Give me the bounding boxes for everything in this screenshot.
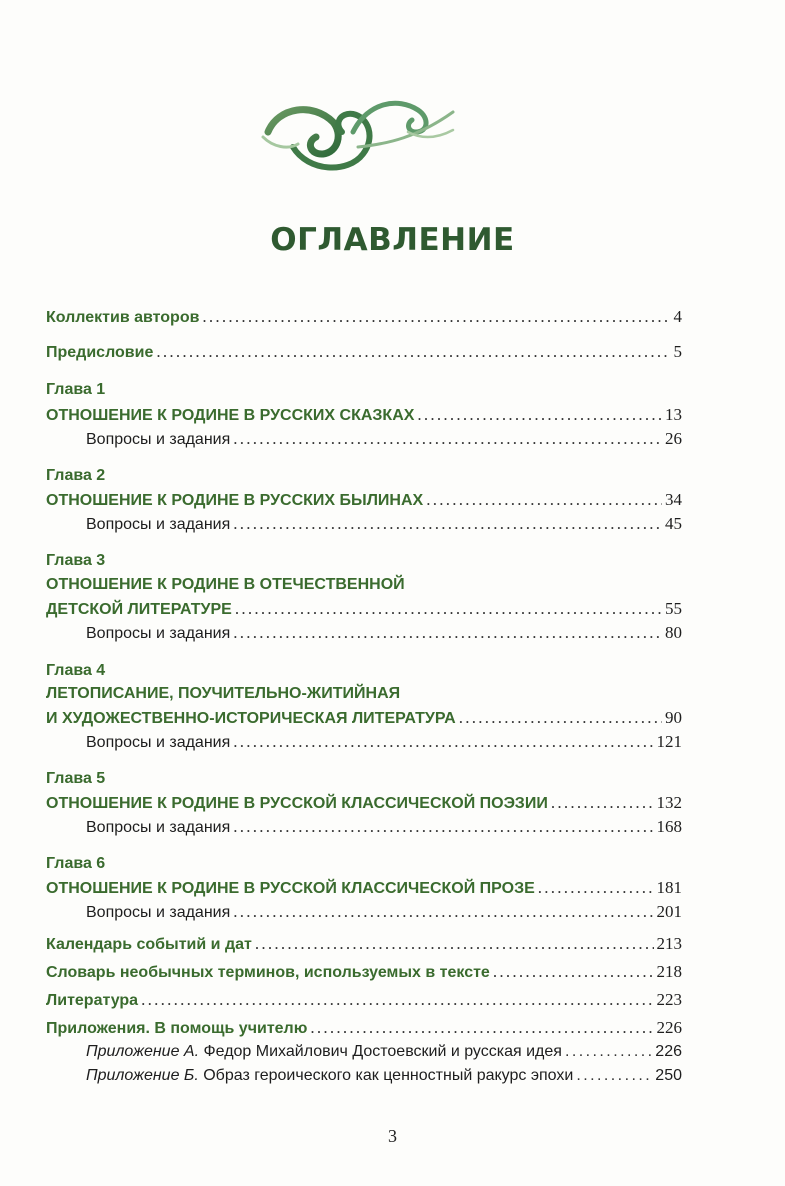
chapter-heading: Глава 3 <box>46 552 106 569</box>
subsection-entry <box>86 901 682 924</box>
chapter-title: ОТНОШЕНИЕ К РОДИНЕ В ОТЕЧЕСТВЕННОЙ <box>46 576 405 593</box>
toc-entry-page: 5 <box>673 342 682 361</box>
dot-leader <box>233 816 653 838</box>
toc-entry <box>46 989 682 1012</box>
chapter-entry <box>46 792 682 815</box>
subsection-label: Вопросы и задания <box>86 516 231 533</box>
dot-leader <box>233 428 662 450</box>
chapter-page: 55 <box>665 599 682 618</box>
dot-leader <box>233 513 662 535</box>
appendix-entry <box>86 1041 682 1063</box>
dot-leader <box>235 598 662 620</box>
subsection-label: Вопросы и задания <box>86 734 231 751</box>
toc-entry <box>46 1017 682 1040</box>
appendix-page: 250 <box>655 1067 682 1084</box>
dot-leader <box>233 622 662 644</box>
toc-entry-label: Предисловие <box>46 344 154 361</box>
subsection-page: 201 <box>656 902 682 921</box>
subsection-entry <box>86 622 682 645</box>
dot-leader <box>233 731 653 753</box>
subsection-entry <box>86 816 682 839</box>
appendix-title: Образ героического как ценностный ракурс эпохи <box>203 1067 574 1084</box>
dot-leader <box>141 989 653 1011</box>
chapter-heading: Глава 2 <box>46 467 106 484</box>
toc-entry-label: Литература <box>46 992 139 1009</box>
chapter-heading: Глава 6 <box>46 855 106 872</box>
subsection-page: 121 <box>656 732 682 751</box>
dot-leader <box>565 1041 652 1063</box>
vine-ornament-icon <box>258 92 458 182</box>
toc-entry-page: 4 <box>673 307 682 326</box>
dot-leader <box>576 1065 652 1087</box>
appendix-entry <box>86 1065 682 1087</box>
chapter-page: 181 <box>656 878 682 897</box>
toc-entry <box>46 961 682 984</box>
chapter-heading: Глава 5 <box>46 770 106 787</box>
toc-entry-page: 213 <box>656 934 682 953</box>
toc-entry-page: 223 <box>656 990 682 1009</box>
dot-leader <box>417 404 662 426</box>
toc-entry-label: Приложения. В помощь учителю <box>46 1020 308 1037</box>
subsection-page: 45 <box>665 514 682 533</box>
chapter-page: 34 <box>665 490 682 509</box>
toc-entry <box>46 933 682 956</box>
dot-leader <box>233 901 653 923</box>
toc-entry-label: Календарь событий и дат <box>46 936 252 953</box>
subsection-label: Вопросы и задания <box>86 625 231 642</box>
appendix-prefix: Приложение А. <box>86 1043 200 1060</box>
chapter-heading: Глава 4 <box>46 662 106 679</box>
chapter-title: ОТНОШЕНИЕ К РОДИНЕ В РУССКОЙ КЛАССИЧЕСКОЙ ПРОЗЕ <box>46 880 535 897</box>
chapter-page: 132 <box>656 793 682 812</box>
toc-entry-label: Коллектив авторов <box>46 309 200 326</box>
toc-entry-label: Словарь необычных терминов, используемых в тексте <box>46 964 490 981</box>
subsection-page: 80 <box>665 623 682 642</box>
subsection-label: Вопросы и задания <box>86 819 231 836</box>
appendix-prefix: Приложение Б. <box>86 1067 199 1084</box>
chapter-title: ДЕТСКОЙ ЛИТЕРАТУРЕ <box>46 601 232 618</box>
page-number: 3 <box>388 1126 397 1146</box>
dot-leader <box>156 341 670 363</box>
appendix-label <box>86 1041 562 1063</box>
subsection-entry <box>86 428 682 451</box>
dot-leader <box>459 707 662 729</box>
dot-leader <box>426 489 662 511</box>
chapter-entry <box>46 489 682 512</box>
chapter-title: ОТНОШЕНИЕ К РОДИНЕ В РУССКИХ БЫЛИНАХ <box>46 492 424 509</box>
chapter-heading: Глава 1 <box>46 381 106 398</box>
chapter-entry <box>46 877 682 900</box>
dot-leader <box>310 1017 653 1039</box>
dot-leader <box>493 961 654 983</box>
page-title: ОГЛАВЛЕНИЕ <box>270 222 515 258</box>
chapter-entry <box>46 598 682 621</box>
chapter-entry <box>46 707 682 730</box>
toc-entry-page: 226 <box>656 1018 682 1037</box>
chapter-page: 90 <box>665 708 682 727</box>
subsection-page: 26 <box>665 429 682 448</box>
chapter-title: ЛЕТОПИСАНИЕ, ПОУЧИТЕЛЬНО-ЖИТИЙНАЯ <box>46 685 401 702</box>
dot-leader <box>255 933 654 955</box>
chapter-title: ОТНОШЕНИЕ К РОДИНЕ В РУССКОЙ КЛАССИЧЕСКОЙ ПОЭЗИИ <box>46 795 548 812</box>
subsection-entry <box>86 513 682 536</box>
chapter-page: 13 <box>665 405 682 424</box>
appendix-title: Федор Михайлович Достоевский и русская идея <box>203 1043 562 1060</box>
chapter-entry <box>46 404 682 427</box>
toc-entry <box>46 341 682 364</box>
dot-leader <box>202 306 670 328</box>
dot-leader <box>538 877 654 899</box>
appendix-label <box>86 1065 573 1087</box>
chapter-title: И ХУДОЖЕСТВЕННО-ИСТОРИЧЕСКАЯ ЛИТЕРАТУРА <box>46 710 456 727</box>
toc-entry-page: 218 <box>656 962 682 981</box>
chapter-title: ОТНОШЕНИЕ К РОДИНЕ В РУССКИХ СКАЗКАХ <box>46 407 415 424</box>
subsection-page: 168 <box>656 817 682 836</box>
appendix-page: 226 <box>655 1043 682 1060</box>
dot-leader <box>551 792 654 814</box>
subsection-label: Вопросы и задания <box>86 431 231 448</box>
subsection-label: Вопросы и задания <box>86 904 231 921</box>
subsection-entry <box>86 731 682 754</box>
toc-entry <box>46 306 682 329</box>
